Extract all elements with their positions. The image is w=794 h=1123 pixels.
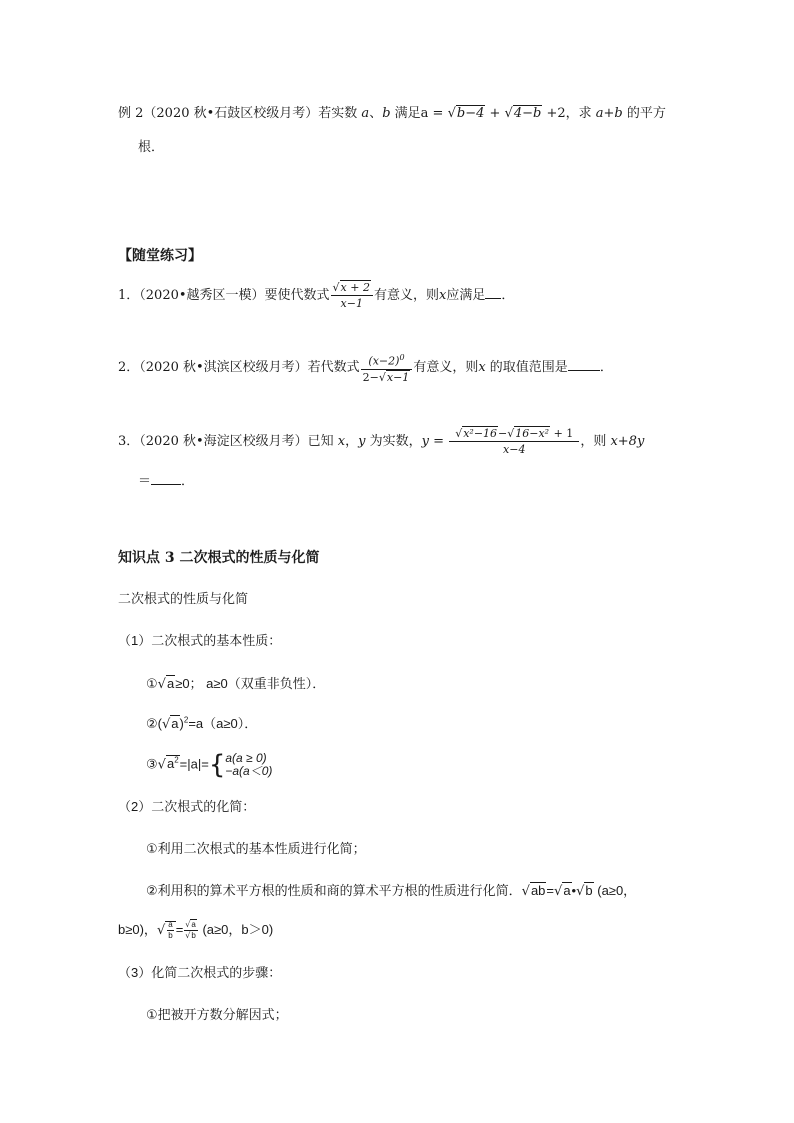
section-title: 知识点 3 二次根式的性质与化简 — [118, 550, 320, 566]
subsection-3-title: （3）化简二次根式的步骤： — [118, 965, 282, 980]
simplify-method-2-line2: b≥0)，√ $\frac{a}{b}$ = $\frac{√a}{√b}$ (a≥0，b＞0) — [118, 920, 274, 941]
q3-fraction: $\frac{\text{√x²−16−√16−x² + 1}}{x-4}$ — [449, 426, 579, 457]
practice-title: 【随堂练习】 — [118, 248, 202, 264]
answer-blank[interactable] — [151, 472, 181, 485]
simplify-method-2: ②利用积的算术平方根的性质和商的算术平方根的性质进行化简．√ab=√a•√b (a≥0， — [146, 883, 637, 899]
radical-b-minus-4: √b−4 — [447, 106, 485, 121]
subsection-1-title: （1）二次根式的基本性质： — [118, 633, 282, 648]
property-3: $③√a^2=|a|=${ a(a ≥ 0) −a(a＜0) — [146, 749, 273, 780]
q1-fraction: $\frac{√x + 2}{x-1}$ — [331, 280, 373, 311]
question-3: 3．（2020 秋•海淀区校级月考）已知 x，y 为实数，y = $\frac{\text{√x²−16−√16−x² + 1}}{x-4}$ ，则 x+8y — [118, 427, 645, 456]
radical-4-minus-b: √4−b — [504, 106, 542, 121]
answer-blank[interactable] — [485, 286, 501, 299]
step-1: ①把被开方数分解因式； — [146, 1007, 288, 1022]
property-2: $②(√a)^2=a(a\ge 0)$． — [146, 715, 258, 732]
q2-fraction: $\frac{(x-2)^0}{2-√x-1}$ — [361, 350, 413, 385]
piecewise-cases: a(a ≥ 0) −a(a＜0) — [225, 750, 273, 778]
example2-line2: 根． — [138, 140, 165, 155]
question-2: 2．（2020 秋•淇滨区校级月考）若代数式 $\frac{(x-2)^0}{2-√x-1}$ 有意义，则x 的取值范围是 ． — [118, 350, 613, 386]
left-brace: { — [208, 749, 226, 780]
question-1: 1．（2020•越秀区一模）要使代数式 $\frac{√x + 2}{x-1}$ 有意义，则x应满足 ． — [118, 281, 515, 310]
property-1: ①√a≥0； a≥0（双重非负性）． — [146, 676, 326, 692]
question-3-line2: ＝ ． — [138, 474, 195, 489]
answer-blank[interactable] — [568, 358, 600, 371]
subsection-2-title: （2）二次根式的化简： — [118, 799, 256, 814]
section-intro: 二次根式的性质与化简 — [118, 591, 249, 606]
example2-line1: 例 2（2020 秋•石鼓区校级月考）若实数 a、b 满足a = √b−4 + √4−b +2，求 a+b 的平方 — [118, 106, 666, 121]
simplify-method-1: ①利用二次根式的基本性质进行化简； — [146, 841, 366, 856]
